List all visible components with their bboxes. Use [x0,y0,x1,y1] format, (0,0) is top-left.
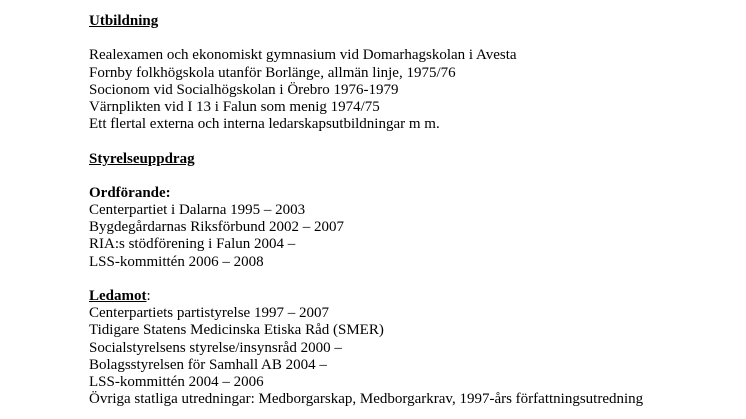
chair-label: Ordförande: [89,184,171,201]
education-item: Realexamen och ekonomiskt gymnasium vid Domarhagskolan i Avesta [89,47,517,64]
spacer [89,168,739,185]
chair-item: Centerpartiet i Dalarna 1995 – 2003 [89,202,306,219]
document-page [89,13,739,408]
chair-item: RIA:s stödförening i Falun 2004 – [89,236,296,253]
education-list [89,47,739,133]
education-item: Fornby folkhögskola utanför Borlänge, allmän linje, 1975/76 [89,64,456,81]
member-label-row [89,288,739,305]
education-item: Ett flertal externa och interna ledarskapsutbildningar m m. [89,116,440,133]
member-item: LSS-kommittén 2004 – 2006 [89,373,264,390]
spacer [89,30,739,47]
member-item: Tidigare Statens Medicinska Etiska Råd (SMER) [89,322,384,339]
member-label-suffix: : [146,288,151,304]
member-label: Ledamot [89,288,147,304]
member-item: Socialstyrelsens styrelse/insynsråd 2000 – [89,339,342,356]
chair-item: LSS-kommittén 2006 – 2008 [89,253,264,270]
member-item: Övriga statliga utredningar: Medborgarskap, Medborgarkrav, 1997-års författningsutredning [89,391,644,408]
education-heading: Utbildning [89,13,159,29]
education-item: Värnplikten vid I 13 i Falun som menig 1974/75 [89,98,380,115]
spacer [89,133,739,150]
chair-list [89,202,739,271]
member-item: Bolagsstyrelsen för Samhall AB 2004 – [89,356,327,373]
spacer [89,271,739,288]
chair-item: Bygdegårdarnas Riksförbund 2002 – 2007 [89,219,344,236]
member-item: Centerpartiets partistyrelse 1997 – 2007 [89,305,329,322]
board-heading: Styrelseuppdrag [89,150,195,167]
member-list [89,305,739,408]
education-item: Socionom vid Socialhögskolan i Örebro 1976-1979 [89,81,399,98]
